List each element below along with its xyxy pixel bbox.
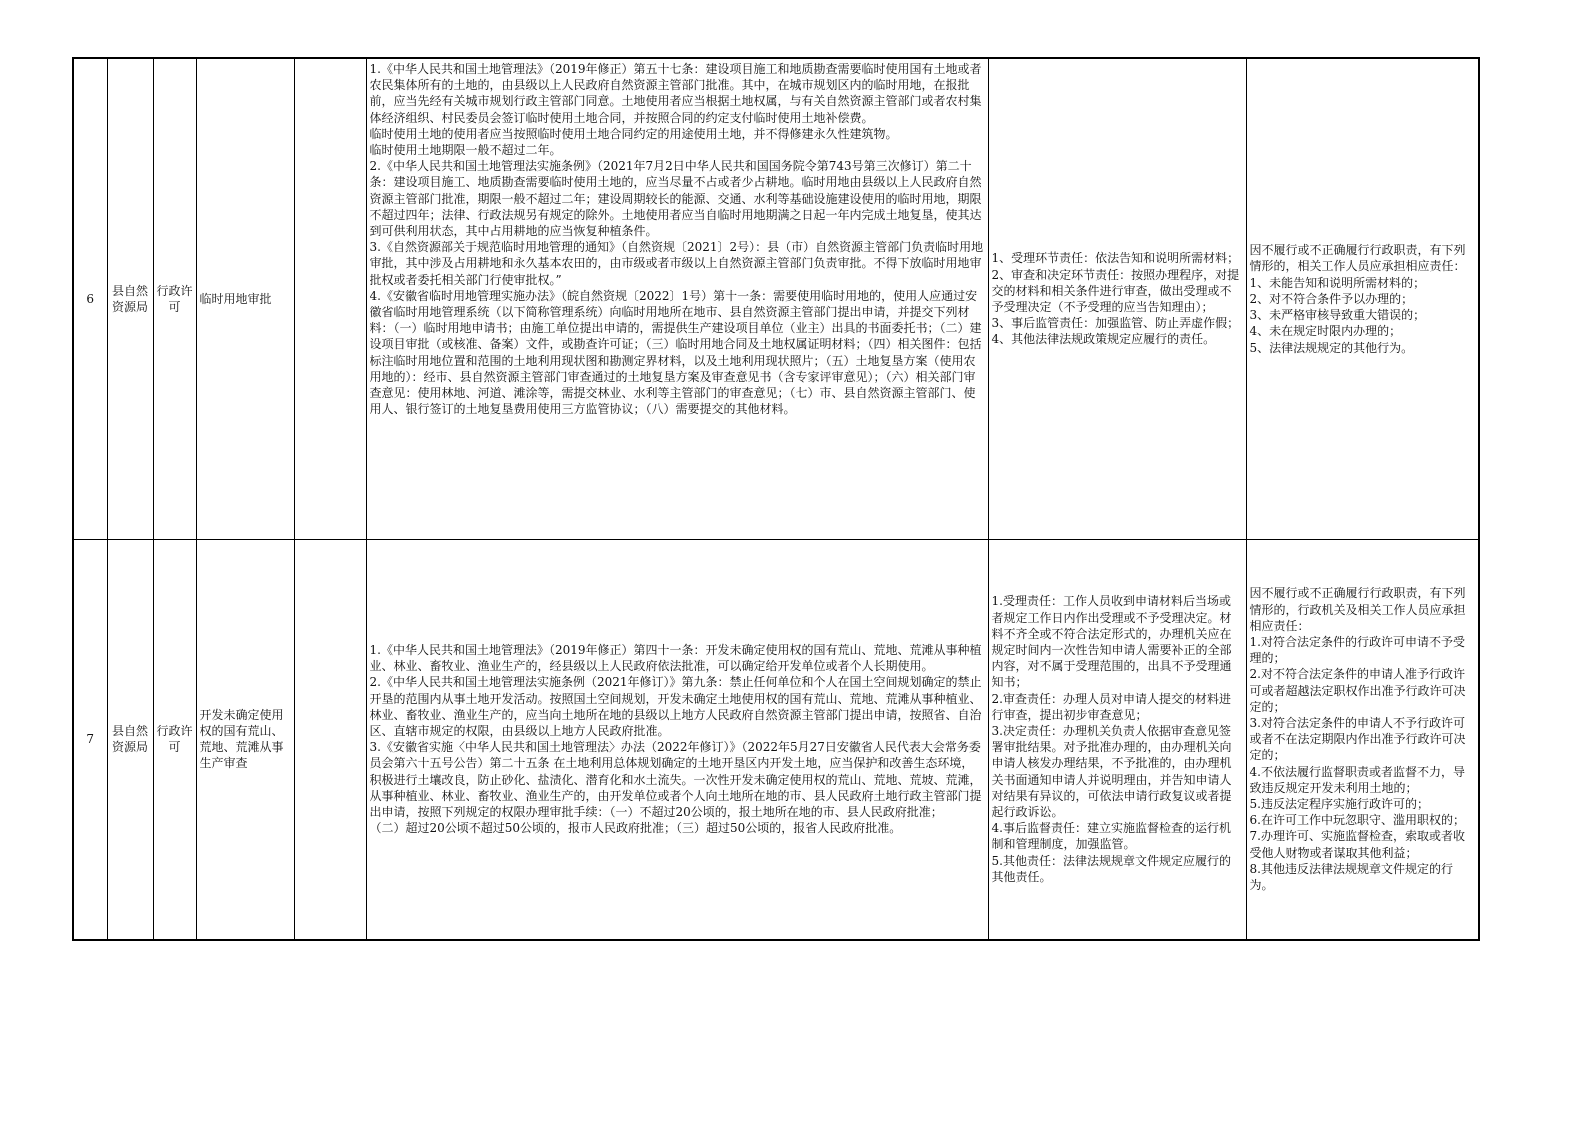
legal-basis-paragraph: 1.《中华人民共和国土地管理法》（2019年修正）第五十七条：建设项目施工和地质勘查需要临时使用国有土地或者农民集体所有的土地的，由县级以上人民政府自然资源主管部门批准。其中，在城市规划区内的临时用地，在报批前，应当先经有关城市规划行政主管部门同意。土地使用者应当根据土地权属，与有关自然资源主管部门或者农村集体经济组织、村民委员会签订临时使用土地合同，并按照合同的约定支付临时使用土地补偿费。	[369, 62, 982, 125]
accountability-item: 4、未在规定时限内办理的；	[1249, 324, 1402, 339]
table-row	[73, 58, 1479, 540]
responsibility-item: 2、审查和决定环节责任：按照办理程序，对提交的材料和相关条件进行审查，做出受理或不予受理决定（不予受理的应当告知理由）；	[991, 267, 1240, 314]
responsibility-item: 3、事后监管责任：加强监管、防止弄虚作假；	[991, 316, 1240, 331]
accountability-item: 6.在许可工作中玩忽职守、滥用职权的；	[1249, 813, 1465, 828]
accountability-item: 8.其他违反法律法规规章文件规定的行为。	[1249, 861, 1453, 892]
department-cell: 县自然资源局	[107, 540, 153, 940]
accountability-item: 7.办理许可、实施监督检查，索取或者收受他人财物或者谋取其他利益；	[1249, 829, 1465, 860]
accountability-item: 因不履行或不正确履行行政职责，有下列情形的，行政机关及相关工作人员应承担相应责任：	[1249, 586, 1466, 633]
responsibility-item: 2.审查责任：办理人员对申请人提交的材料进行审查，提出初步审查意见；	[991, 691, 1231, 722]
legal-basis-paragraph: 2.《中华人民共和国土地管理法实施条例》（2021年7月2日中华人民共和国国务院令第743号第三次修订）第二十条：建设项目施工、地质勘查需要临时使用土地的，应当尽量不占或者少占耕地。临时用地由县级以上人民政府自然资源主管部门批准，期限一般不超过二年；建设周期较长的能源、交通、水利等基础设施建设使用的临时用地，期限不超过四年；法律、行政法规另有规定的除外。土地使用者应当自临时用地期满之日起一年内完成土地复垦，使其达到可供利用状态，其中占用耕地的应当恢复种植条件。	[369, 159, 982, 239]
accountability-item: 3、未严格审核导致重大错误的；	[1249, 308, 1426, 323]
legal-basis-paragraph: 4.《安徽省临时用地管理实施办法》（皖自然资规〔2022〕1号）第十一条：需要使用临时用地的，使用人应通过安徽省临时用地管理系统（以下简称管理系统）向临时用地所在地市、县自然资源主管部门提出申请，并提交下列材料：（一）临时用地申请书；由施工单位提出申请的，需提供生产建设项目单位（业主）出具的书面委托书；（二）建设项目审批（或核准、备案）文件，或勘查许可证；（三）临时用地合同及土地权属证明材料；（四）相关图件：包括标注临时用地位置和范围的土地利用现状图和勘测定界材料，以及土地利用现状照片；（五）土地复垦方案（使用农用地的）：经市、县自然资源主管部门审查通过的土地复垦方案及审查意见书（含专家评审意见）；（六）相关部门审查意见：使用林地、河道、滩涂等，需提交林业、水利等主管部门的审查意见；（七）市、县自然资源主管部门、使用人、银行签订的土地复垦费用使用三方监管协议；（八）需要提交的其他材料。	[369, 288, 982, 417]
responsibility-item: 3.决定责任：办理机关负责人依据审查意见签署审批结果。对予批准办理的，由办理机关向申请人核发办理结果，不予批准的，由办理机关书面通知申请人并说明理由，并告知申请人对结果有异议的，可依法申请行政复议或者提起行政诉讼。	[991, 724, 1232, 820]
responsibility-item: 1.受理责任：工作人员收到申请材料后当场或者规定工作日内作出受理或不予受理决定。材料不齐全或不符合法定形式的，办理机关应在规定时间内一次性告知申请人需要补正的全部内容，对不属于受理范围的，出具不予受理通知书；	[991, 594, 1232, 690]
accountability-item: 2.对不符合法定条件的申请人准予行政许可或者超越法定职权作出准予行政许可决定的；	[1249, 667, 1466, 714]
responsibility-item: 5.其他责任：法律法规规章文件规定应履行的其他责任。	[991, 853, 1231, 884]
table-row	[73, 540, 1479, 940]
item-name-cell: 临时用地审批	[196, 58, 294, 540]
accountability-cell	[1246, 540, 1479, 940]
row-number: 7	[73, 540, 107, 940]
responsibility-cell	[988, 58, 1246, 540]
legal-basis-paragraph: 2.《中华人民共和国土地管理法实施条例（2021年修订）》第九条：禁止任何单位和个人在国土空间规划确定的禁止开垦的范围内从事土地开发活动。按照国土空间规划，开发未确定土地使用权的国有荒山、荒地、荒滩从事种植业、林业、畜牧业、渔业生产的，应当向土地所在地的县级以上地方人民政府自然资源主管部门提出申请，按照省、自治区、直辖市规定的权限，由县级以上地方人民政府批准。	[369, 675, 982, 739]
item-name-cell: 开发未确定使用权的国有荒山、荒地、荒滩从事生产审查	[196, 540, 294, 940]
accountability-item: 3.对符合法定条件的申请人不予行政许可或者不在法定期限内作出准予行政许可决定的；	[1249, 715, 1466, 763]
legal-basis-paragraph: 3.《自然资源部关于规范临时用地管理的通知》（自然资规〔2021〕2号）：县（市）自然资源主管部门负责临时用地审批，其中涉及占用耕地和永久基本农田的，由市级或者市级以上自然资源主管部门负责审批。不得下放临时用地审批权或者委托相关部门行使审批权。”	[369, 240, 984, 287]
legal-basis-cell	[366, 58, 988, 540]
legal-basis-paragraph: 临时使用土地期限一般不超过二年。	[369, 143, 562, 158]
legal-basis-paragraph: 临时使用土地的使用者应当按照临时使用土地合同约定的用途使用土地，并不得修建永久性建筑物。	[369, 126, 898, 141]
power-type-cell: 行政许可	[153, 540, 196, 940]
accountability-cell	[1246, 58, 1479, 540]
accountability-item: 5.违反法定程序实施行政许可的；	[1249, 796, 1429, 811]
duty-list-table	[72, 57, 1480, 941]
responsibility-item: 4.事后监督责任：建立实施监督检查的运行机制和管理制度，加强监管。	[991, 821, 1231, 852]
accountability-item: 2、对不符合条件予以办理的；	[1249, 291, 1414, 306]
row-number: 6	[73, 58, 107, 540]
accountability-item: 1.对符合法定条件的行政许可申请不予受理的；	[1249, 634, 1465, 666]
accountability-item: 因不履行或不正确履行行政职责，有下列情形的，相关工作人员应承担相应责任：	[1249, 243, 1466, 274]
responsibility-item: 4、其他法律法规政策规定应履行的责任。	[991, 332, 1216, 347]
department-cell: 县自然资源局	[107, 58, 153, 540]
power-type-cell: 行政许可	[153, 58, 196, 540]
legal-basis-paragraph: 1.《中华人民共和国土地管理法》（2019年修正）第四十一条：开发未确定使用权的国有荒山、荒地、荒滩从事种植业、林业、畜牧业、渔业生产的，经县级以上人民政府依法批准，可以确定给开发单位或者个人长期使用。	[369, 643, 982, 674]
legal-basis-cell	[366, 540, 988, 940]
accountability-item: 1、未能告知和说明所需材料的；	[1249, 275, 1426, 290]
accountability-item: 4.不依法履行监督职责或者监督不力，导致违反规定开发未利用土地的；	[1249, 764, 1465, 795]
responsibility-cell	[988, 540, 1246, 940]
accountability-item: 5、法律法规规定的其他行为。	[1249, 340, 1414, 355]
sub-item-cell	[294, 58, 366, 540]
legal-basis-paragraph: （二）超过20公顷不超过50公顷的，报市人民政府批准；（三）超过50公顷的，报省人民政府批准。	[369, 821, 902, 836]
responsibility-item: 1、受理环节责任：依法告知和说明所需材料；	[991, 251, 1240, 266]
sub-item-cell	[294, 540, 366, 940]
legal-basis-paragraph: 3.《安徽省实施〈中华人民共和国土地管理法〉办法（2022年修订）》（2022年5月27日安徽省人民代表大会常务委员会第六十五号公告）第二十五条 在土地利用总体规划确定的土地开垦区内开发土地，应当保护和改善生态环境，积极进行土壤改良，防止砂化、盐渍化、潜育化和水土流失。一次性开发未确定使用权的荒山、荒地、荒坡、荒滩，从事种植业、林业、畜牧业、渔业生产的，由开发单位或者个人向土地所在地的市、县人民政府土地行政主管部门提出申请，按照下列规定的权限办理审批手续：（一）不超过20公顷的，报土地所在地的市、县人民政府批准；	[369, 740, 982, 820]
